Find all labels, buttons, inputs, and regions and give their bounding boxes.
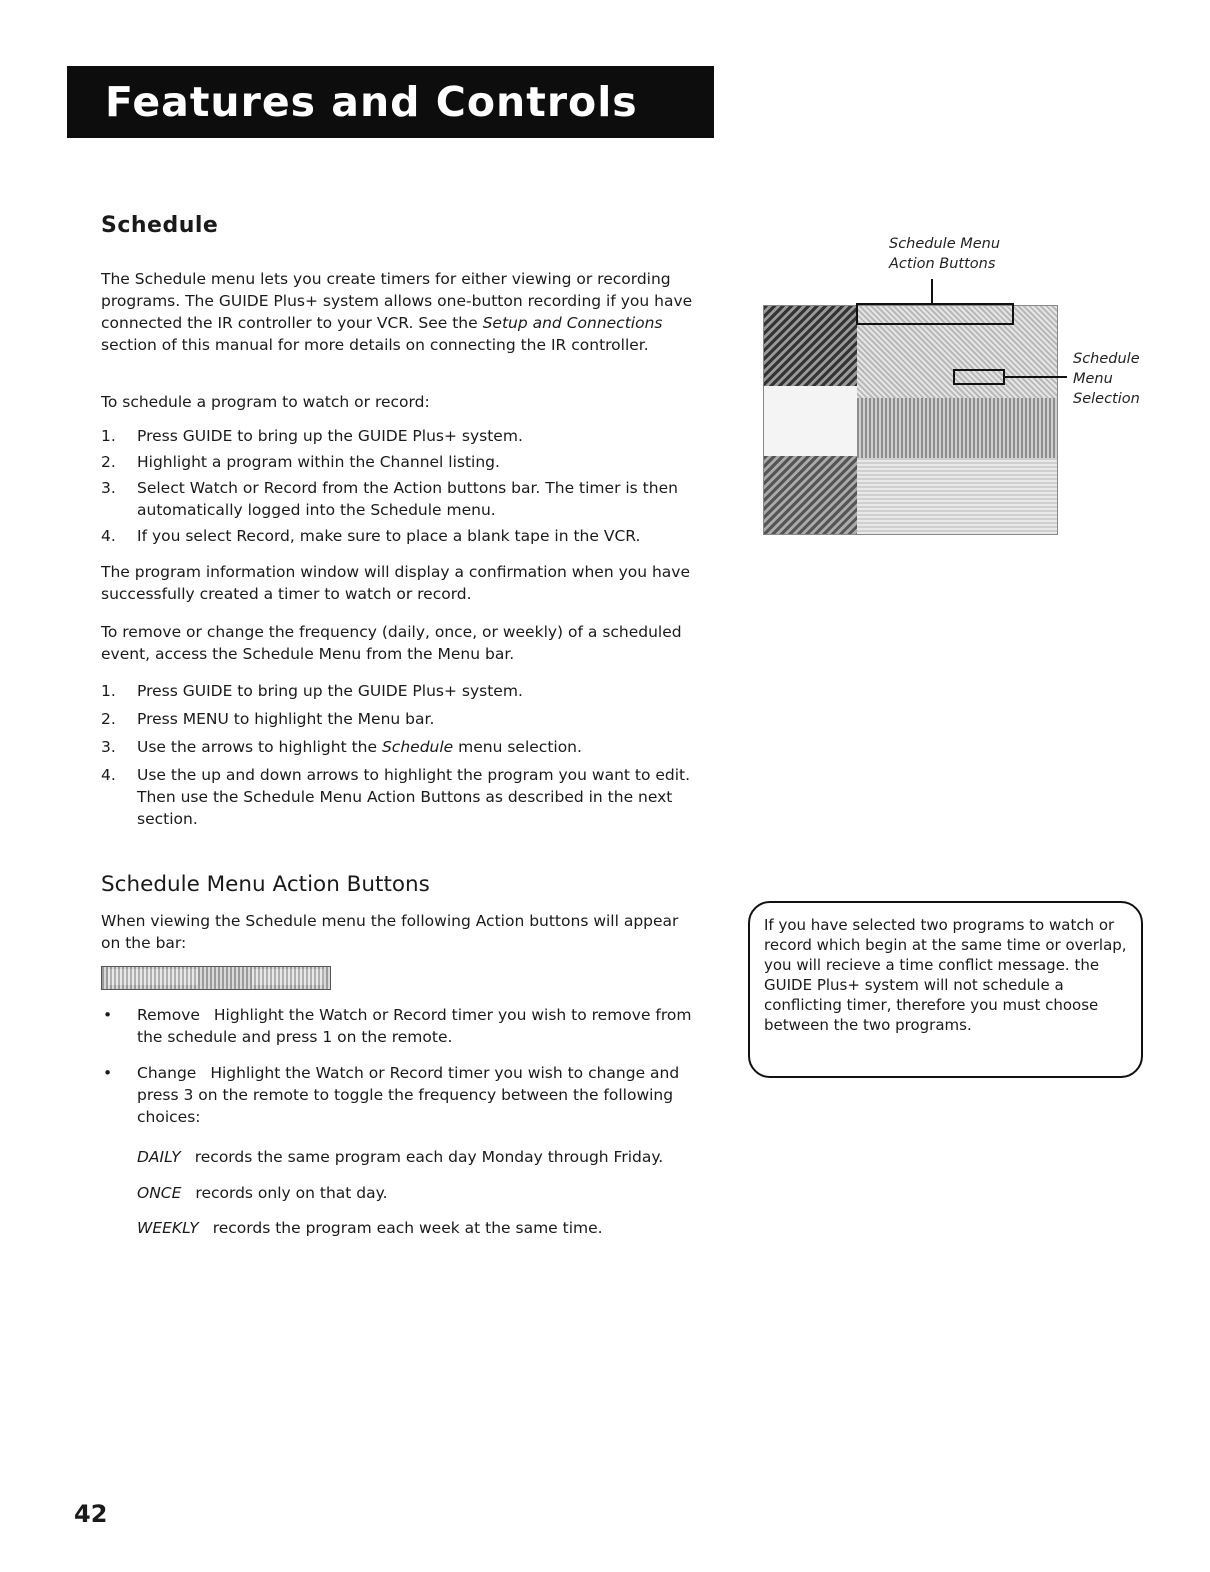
change-segment — [252, 969, 324, 985]
step-number: 4. — [101, 527, 116, 545]
step-item — [101, 764, 715, 830]
bullet-term: Change — [137, 1064, 197, 1082]
choice-name: ONCE — [137, 1184, 182, 1202]
step-item — [101, 425, 715, 447]
bullet-term: Remove — [137, 1006, 200, 1024]
confirmation-paragraph — [101, 561, 715, 605]
step-text: Highlight a program within the Channel listing. — [137, 453, 500, 471]
screen-listing-band — [857, 398, 1057, 458]
step-text: Select Watch or Record from the Action buttons bar. The timer is then automatically logged into the Schedule menu. — [137, 479, 678, 519]
lead-in-text: To schedule a program to watch or record: — [101, 393, 430, 411]
action-buttons-intro — [101, 910, 701, 954]
step-text-end: menu selection. — [453, 738, 582, 756]
step-text: If you select Record, make sure to place a blank tape in the VCR. — [137, 527, 641, 545]
choice-text: records the program each week at the same time. — [212, 1219, 603, 1237]
step-item — [101, 451, 715, 473]
schedule-steps — [101, 425, 715, 547]
step-number: 1. — [101, 427, 116, 445]
step-item — [101, 477, 715, 521]
step-item — [101, 680, 715, 702]
schedule-menu-ref: Schedule — [381, 738, 454, 756]
choice-once — [137, 1184, 388, 1202]
confirmation-text: The program information window will display a confirmation when you have successfully created a timer to watch or record. — [101, 563, 691, 603]
banner-title: Features and Controls — [105, 78, 638, 126]
step-text: Use the arrows to highlight the — [137, 738, 382, 756]
choice-text: records the same program each day Monday through Friday. — [194, 1148, 664, 1166]
menu-selection-highlight — [953, 369, 1005, 385]
page-number: 42 — [74, 1500, 108, 1528]
guide-screen-image — [763, 305, 1058, 535]
choice-name: DAILY — [137, 1148, 181, 1166]
callout-leader-vertical — [931, 279, 933, 304]
choice-weekly — [137, 1219, 603, 1237]
step-number: 3. — [101, 738, 116, 756]
callout-leader-horizontal — [1005, 376, 1067, 378]
bullet-glyph: • — [103, 1006, 113, 1024]
action-bullets — [101, 1004, 715, 1128]
step-item — [101, 525, 715, 547]
step-number: 2. — [101, 453, 116, 471]
action-bar-image — [101, 966, 331, 990]
action-intro-text: When viewing the Schedule menu the following Action buttons will appear on the bar: — [101, 912, 679, 952]
step-number: 4. — [101, 766, 116, 784]
intro-text: The Schedule menu lets you create timers for either viewing or recording programs. The GUIDE Plus+ system allows one-button recording if you have connected the IR controller to your VCR. See the — [101, 270, 693, 332]
action-buttons-heading: Schedule Menu Action Buttons — [101, 872, 430, 897]
remove-intro-paragraph — [101, 621, 715, 665]
schedule-intro — [101, 268, 715, 356]
choice-text: records only on that day. — [195, 1184, 388, 1202]
choice-daily — [137, 1148, 663, 1166]
screen-lower-area — [857, 458, 1057, 534]
bullet-text: Highlight the Watch or Record timer you wish to change and press 3 on the remote to toggle the frequency between the following choices: — [137, 1064, 680, 1126]
bullet-glyph: • — [103, 1064, 113, 1082]
caption-line: Action Buttons — [889, 256, 996, 272]
bullet-change — [101, 1062, 715, 1128]
choice-name: WEEKLY — [137, 1219, 199, 1237]
caption-line: Schedule — [1073, 351, 1140, 367]
schedule-intro-paragraph — [101, 268, 715, 356]
step-item — [101, 736, 715, 758]
schedule-heading: Schedule — [101, 213, 219, 238]
caption-menu-selection — [1073, 349, 1140, 409]
caption-line: Menu — [1073, 371, 1113, 387]
step-number: 1. — [101, 682, 116, 700]
caption-action-buttons — [889, 234, 1000, 274]
step-text: Press MENU to highlight the Menu bar. — [137, 710, 435, 728]
step-text: Use the up and down arrows to highlight the program you want to edit. Then use the Schedule Menu Action Buttons as described in the next section. — [137, 766, 691, 828]
step-text: Press GUIDE to bring up the GUIDE Plus+ system. — [137, 427, 523, 445]
step-item — [101, 708, 715, 730]
screen-video-thumbnail — [764, 306, 857, 386]
step-number: 3. — [101, 479, 116, 497]
action-buttons-highlight — [856, 303, 1014, 325]
remove-segment — [108, 969, 198, 985]
step-number: 2. — [101, 710, 116, 728]
bullet-remove — [101, 1004, 715, 1048]
page-banner — [67, 66, 714, 138]
remove-intro-text: To remove or change the frequency (daily, once, or weekly) of a scheduled event, access the Schedule Menu from the Menu bar. — [101, 623, 682, 663]
menu-steps — [101, 680, 715, 830]
bullet-text: Highlight the Watch or Record timer you wish to remove from the schedule and press 1 on the remote. — [137, 1006, 692, 1046]
caption-line: Selection — [1073, 391, 1140, 407]
note-text: If you have selected two programs to watch or record which begin at the same time or overlap, you will recieve a time conflict message. the GUIDE Plus+ system will not schedule a conflicting timer, therefore you must choose between the two programs. — [764, 916, 1127, 1034]
schedule-lead-in — [101, 391, 715, 413]
caption-line: Schedule Menu — [889, 236, 1001, 252]
step-text: Press GUIDE to bring up the GUIDE Plus+ system. — [137, 682, 523, 700]
intro-text-end: section of this manual for more details on connecting the IR controller. — [101, 336, 649, 354]
screen-ad-panel — [764, 456, 857, 534]
setup-connections-ref: Setup and Connections — [482, 314, 663, 332]
screen-program-panel — [764, 386, 857, 456]
